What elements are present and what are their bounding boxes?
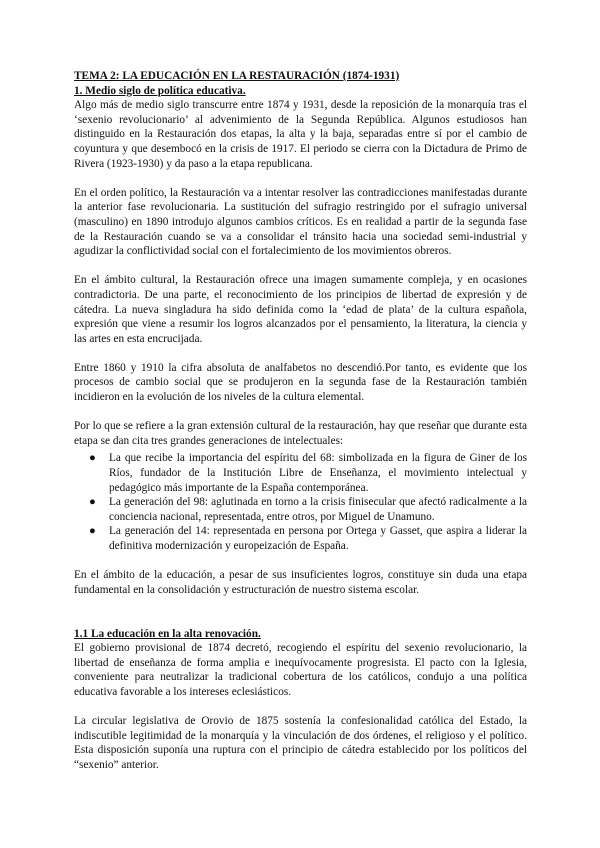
paragraph: En el orden político, la Restauración va a intentar resolver las contradicciones manifestadas durante la anterior fase revolucionaria. La sustitución del sufragio restringido por el sufragio universal (masculino) en 1890 introdujo algunos cambios críticos. Es en realidad a partir de la segunda fase de la Restauración cuando se va a consolidar el tránsito hacia una sociedad semi-industrial y agudizar la conflictividad social con el fortalecimiento de los movimientos obreros.	[74, 186, 527, 258]
list-item	[89, 451, 527, 495]
document-page	[74, 69, 527, 787]
spacer	[74, 612, 527, 627]
paragraph: En el ámbito de la educación, a pesar de sus insuficientes logros, constituye sin duda una etapa fundamental en la consolidación y estructuración de nuestro sistema escolar.	[74, 569, 527, 596]
list-item-text: La generación del 14: representada en persona por Ortega y Gasset, que aspira a liderar la definitiva modernización y europeización de España.	[109, 525, 527, 552]
document-title: TEMA 2: LA EDUCACIÓN EN LA RESTAURACIÓN (1874-1931)	[74, 70, 400, 82]
section-heading-1-1: 1.1 La educación en la alta renovación.	[74, 627, 261, 640]
generations-list	[74, 451, 527, 553]
list-item-text: La que recibe la importancia del espíritu del 68: simbolizada en la figura de Giner de los Ríos, fundador de la Institución Libre de Enseñanza, el movimiento intelectual y pedagógico más importante de la España contemporánea.	[109, 452, 527, 494]
paragraph: Algo más de medio siglo transcurre entre 1874 y 1931, desde la reposición de la monarquía tras el ‘sexenio revolucionario’ al advenimiento de la Segunda República. Algunos estudiosos han distinguido en la Restauración dos etapas, la alta y la baja, separadas entre sí por el cambio de coyuntura y que desembocó en la crisis de 1917. El periodo se cierra con la Dictadura de Primo de Rivera (1923-1930) y da paso a la etapa republicana.	[74, 99, 527, 170]
list-item	[89, 524, 527, 553]
paragraph: En el ámbito cultural, la Restauración ofrece una imagen sumamente compleja, y en ocasiones contradictoria. De una parte, el reconocimiento de los principios de libertad de expresión y de cátedra. La nueva singladura ha sido definida como la ‘edad de plata’ de la cultura española, expresión que viene a resumir los logros alcanzados por el pensamiento, la literatura, la ciencia y las artes en esta encrucijada.	[74, 274, 527, 345]
bullet-icon: ●	[89, 452, 96, 465]
bullet-icon: ●	[89, 525, 96, 538]
paragraph: Entre 1860 y 1910 la cifra absoluta de analfabetos no descendió.Por tanto, es evidente que los procesos de cambio social que se produjeron en la segunda fase de la Restauración también incidieron en la evolución de los niveles de la cultura elemental.	[74, 361, 527, 404]
list-item	[89, 495, 527, 524]
section-heading-1: 1. Medio siglo de política educativa.	[74, 84, 246, 97]
list-item-text: La generación del 98: aglutinada en torno a la crisis finisecular que afectó radicalmente a la conciencia nacional, representada, entre otros, por Miguel de Unamuno.	[109, 496, 527, 523]
paragraph: La circular legislativa de Orovio de 1875 sostenía la confesionalidad católica del Estado, la indiscutible legitimidad de la monarquía y la vinculación de dos órdenes, el religioso y el político. Esta disposición suponía una ruptura con el principio de cátedra establecido por los políticos del “sexenio” anterior.	[74, 715, 527, 771]
bullet-icon: ●	[89, 496, 96, 509]
paragraph: El gobierno provisional de 1874 decretó, recogiendo el espíritu del sexenio revolucionario, la libertad de enseñanza de forma amplia e inequívocamente progresista. El pacto con la Iglesia, conveniente para neutralizar la tradicional cobertura de los católicos, condujo a una política educativa favorable a los intereses eclesiásticos.	[74, 642, 527, 698]
paragraph: Por lo que se refiere a la gran extensión cultural de la restauración, hay que reseñar que durante esta etapa se dan cita tres grandes generaciones de intelectuales:	[74, 420, 527, 447]
